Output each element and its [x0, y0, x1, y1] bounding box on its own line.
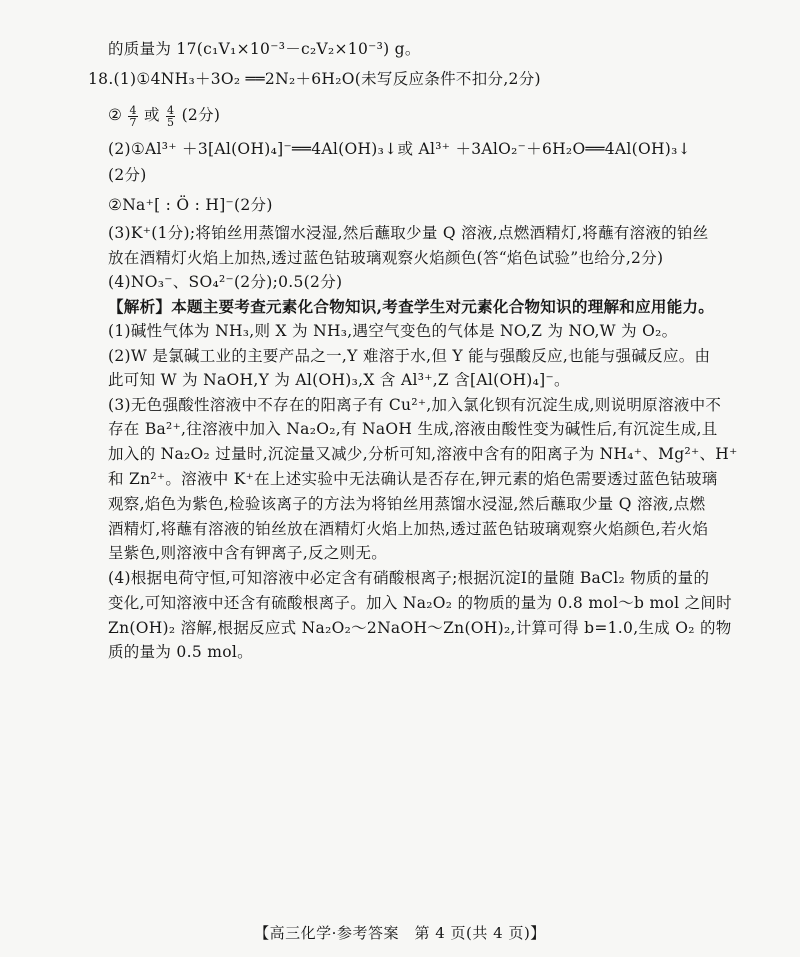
analysis-line: 变化,可知溶液中还含有硫酸根离子。加入 Na₂O₂ 的物质的量为 0.8 mol～b mol 之间时 [108, 594, 732, 612]
fraction-answer-line [108, 102, 700, 128]
analysis-line: (4)根据电荷守恒,可知溶液中必定含有硝酸根离子;根据沉淀Ⅰ的量随 BaCl₂ 物质的量的 [108, 569, 710, 587]
answer-line: (2分) [108, 166, 147, 184]
fraction-denominator: 5 [167, 115, 175, 129]
fraction-4-7 [128, 105, 137, 128]
analysis-line: 观察,焰色为紫色,检验该离子的方法为将铂丝用蒸馏水浸湿,然后蘸取少量 Q 溶液,点燃 [108, 495, 706, 513]
answer-line: (2)①Al³⁺ ＋3[Al(OH)₄]⁻══4Al(OH)₃↓或 Al³⁺ ＋3AlO₂⁻＋6H₂O══4Al(OH)₃↓ [108, 140, 691, 158]
analysis-line: 酒精灯,将蘸有溶液的铂丝放在酒精灯火焰上加热,透过蓝色钴玻璃观察火焰颜色,若火焰 [108, 520, 709, 538]
analysis-line: (3)无色强酸性溶液中不存在的阳离子有 Cu²⁺,加入氯化钡有沉淀生成,则说明原溶液中不 [108, 396, 722, 414]
answer-line: 放在酒精灯火焰上加热,透过蓝色钴玻璃观察火焰颜色(答“焰色试验”也给分,2分) [108, 249, 664, 267]
fraction-denominator: 7 [129, 115, 137, 129]
analysis-line: Zn(OH)₂ 溶解,根据反应式 Na₂O₂～2NaOH～Zn(OH)₂,计算可得 b=1.0,生成 O₂ 的物 [108, 619, 732, 637]
analysis-line: 存在 Ba²⁺,往溶液中加入 Na₂O₂,有 NaOH 生成,溶液由酸性变为碱性后,有沉淀生成,且 [108, 420, 718, 438]
fraction-4-5 [166, 105, 175, 128]
analysis-line: 呈紫色,则溶液中含有钾离子,反之则无。 [108, 544, 388, 562]
answer-line: (4)NO₃⁻、SO₄²⁻(2分);0.5(2分) [108, 273, 343, 291]
analysis-line: 质的量为 0.5 mol。 [108, 643, 253, 661]
fraction-or: 或 [143, 106, 160, 124]
fraction-score: (2分) [181, 106, 221, 124]
analysis-heading: 【解析】本题主要考查元素化合物知识,考查学生对元素化合物知识的理解和应用能力。 [108, 297, 715, 316]
answer-line: ②Na⁺[ : Ö : H]⁻(2分) [108, 196, 273, 214]
fraction-numerator: 4 [129, 103, 137, 117]
answer-line: (3)K⁺(1分);将铂丝用蒸馏水浸湿,然后蘸取少量 Q 溶液,点燃酒精灯,将蘸有溶液的铂丝 [108, 224, 709, 242]
analysis-line: 加入的 Na₂O₂ 过量时,沉淀量又减少,分析可知,溶液中含有的阳离子为 NH₄⁺、Mg²⁺、H⁺ [108, 445, 738, 463]
analysis-line: (1)碱性气体为 NH₃,则 X 为 NH₃,遇空气变色的气体是 NO,Z 为 NO,W 为 O₂。 [108, 322, 678, 340]
fraction-numerator: 4 [167, 103, 175, 117]
analysis-line: (2)W 是氯碱工业的主要产品之一,Y 难溶于水,但 Y 能与强酸反应,也能与强碱反应。由 [108, 347, 711, 365]
answer-line: 的质量为 17(c₁V₁×10⁻³－c₂V₂×10⁻³) g。 [108, 40, 421, 58]
analysis-line: 此可知 W 为 NaOH,Y 为 Al(OH)₃,X 含 Al³⁺,Z 含[Al(OH)₄]⁻。 [108, 371, 570, 389]
fraction-prefix: ② [108, 106, 123, 124]
question-18-line: 18.(1)①4NH₃＋3O₂ ══2N₂＋6H₂O(未写反应条件不扣分,2分) [88, 70, 541, 88]
analysis-line: 和 Zn²⁺。溶液中 K⁺在上述实验中无法确认是否存在,钾元素的焰色需要透过蓝色钴玻璃 [108, 470, 718, 488]
page-footer: 【高三化学·参考答案 第 4 页(共 4 页)】 [254, 924, 546, 942]
